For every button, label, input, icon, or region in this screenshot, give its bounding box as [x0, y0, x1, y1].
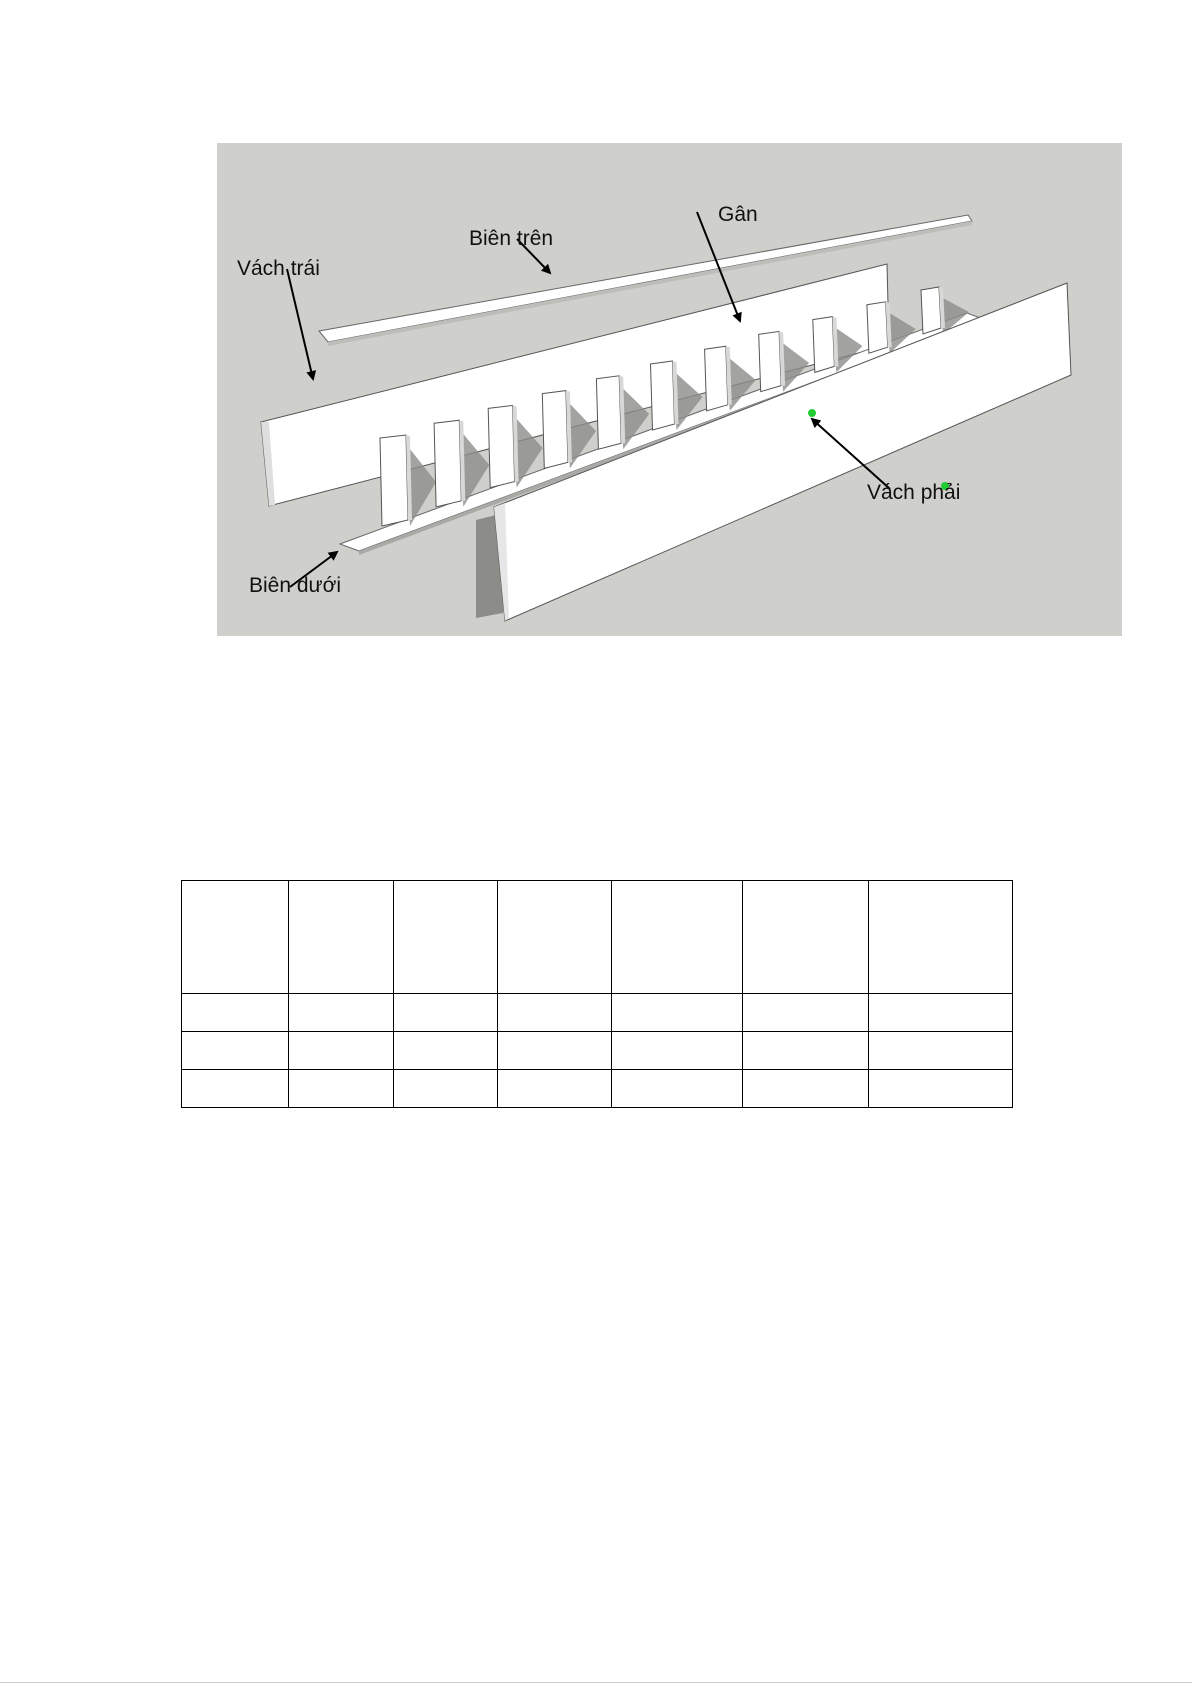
table-cell [498, 1070, 612, 1108]
right-wall-marker-start [808, 409, 816, 417]
table-cell [182, 1070, 289, 1108]
table-header-row [182, 881, 1013, 994]
table-cell [289, 994, 394, 1032]
table-cell [743, 994, 869, 1032]
table-cell [394, 1070, 498, 1108]
table-cell [743, 1070, 869, 1108]
table-row [182, 1070, 1013, 1108]
table-cell [612, 1070, 743, 1108]
table-cell [289, 881, 394, 994]
table-cell [182, 881, 289, 994]
table-cell [498, 1032, 612, 1070]
table-cell [869, 1032, 1013, 1070]
label-right-wall: Vách phải [867, 481, 961, 504]
table-row [182, 1032, 1013, 1070]
table-cell [182, 1032, 289, 1070]
table-cell [394, 994, 498, 1032]
table-row [182, 994, 1013, 1032]
table-cell [612, 994, 743, 1032]
assembly-figure [217, 143, 1122, 636]
page-bottom-rule [0, 1682, 1192, 1683]
label-top-flange: Biên trên [469, 227, 554, 250]
table-cell [394, 1032, 498, 1070]
table-cell [869, 1070, 1013, 1108]
table-cell [612, 1032, 743, 1070]
label-bottom-flange: Biên dưới [249, 574, 342, 597]
table-cell [498, 994, 612, 1032]
table-cell [182, 994, 289, 1032]
table-cell [612, 881, 743, 994]
exploded-beam-diagram [217, 143, 1122, 636]
table-cell [394, 881, 498, 994]
table-cell [289, 1032, 394, 1070]
label-rib: Gân [718, 203, 758, 226]
table-cell [869, 881, 1013, 994]
table-cell [743, 881, 869, 994]
table-cell [498, 881, 612, 994]
label-left-wall: Vách trái [237, 257, 320, 280]
table-cell [743, 1032, 869, 1070]
table-cell [289, 1070, 394, 1108]
data-table [181, 880, 1013, 1108]
table-cell [869, 994, 1013, 1032]
